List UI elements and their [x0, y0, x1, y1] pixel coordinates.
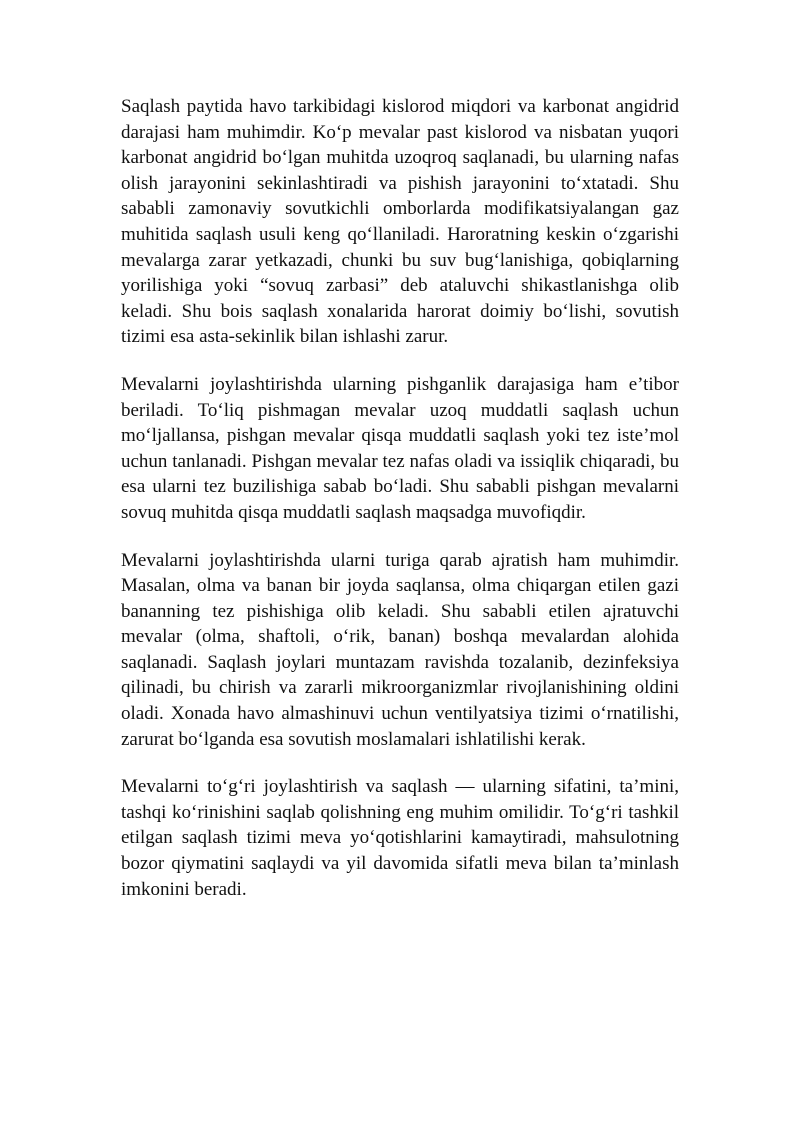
paragraph-4: Mevalarni to‘g‘ri joylashtirish va saqlash — ularning sifatini, ta’mini, tashqi ko‘rinishini saqlab qolishning eng muhim omilidir. To‘g‘ri tashkil etilgan saqlash tizimi meva yo‘qotishlarini kamaytiradi, mahsulotning bozor qiymatini saqlaydi va yil davomida sifatli meva bilan ta’minlash imkonini beradi.	[121, 776, 679, 900]
paragraph-3: Mevalarni joylashtirishda ularni turiga qarab ajratish ham muhimdir. Masalan, olma va banan bir joyda saqlansa, olma chiqargan etilen gazi bananning tez pishishiga olib keladi. Shu sababli etilen ajratuvchi mevalar (olma, shaftoli, o‘rik, banan) boshqa mevalardan alohida saqlanadi. Saqlash joylari muntazam ravishda tozalanib, dezinfeksiya qilinadi, bu chirish va zararli mikroorganizmlar rivojlanishining oldini oladi. Xonada havo almashinuvi uchun ventilyatsiya tizimi o‘rnatilishi, zarurat bo‘lganda esa sovutish moslamalari ishlatilishi kerak.	[121, 549, 679, 750]
paragraph-2: Mevalarni joylashtirishda ularning pishganlik darajasiga ham e’tibor beriladi. To‘liq pishmagan mevalar uzoq muddatli saqlash uchun mo‘ljallansa, pishgan mevalar qisqa muddatli saqlash yoki tez iste’mol uchun tanlanadi. Pishgan mevalar tez nafas oladi va issiqlik chiqaradi, bu esa ularni tez buzilishiga sabab bo‘ladi. Shu sababli pishgan mevalarni sovuq muhitda qisqa muddatli saqlash maqsadga muvofiqdir.	[121, 373, 679, 523]
paragraph-1: Saqlash paytida havo tarkibidagi kislorod miqdori va karbonat angidrid darajasi ham muhimdir. Ko‘p mevalar past kislorod va nisbatan yuqori karbonat angidrid bo‘lgan muhitda uzoqroq saqlanadi, bu ularning nafas olish jarayonini sekinlashtiradi va pishish jarayonini to‘xtatadi. Shu sababli zamonaviy sovutkichli omborlarda modifikatsiyalangan gaz muhitida saqlash usuli keng qo‘llaniladi. Haroratning keskin o‘zgarishi mevalarga zarar yetkazadi, chunki bu suv bug‘lanishiga, qobiqlarning yorilishiga yoki “sovuq zarbasi” deb ataluvchi shikastlanishga olib keladi. Shu bois saqlash xonalarida harorat doimiy bo‘lishi, sovutish tizimi esa asta-sekinlik bilan ishlashi zarur.	[121, 96, 679, 348]
document-body	[121, 94, 679, 902]
